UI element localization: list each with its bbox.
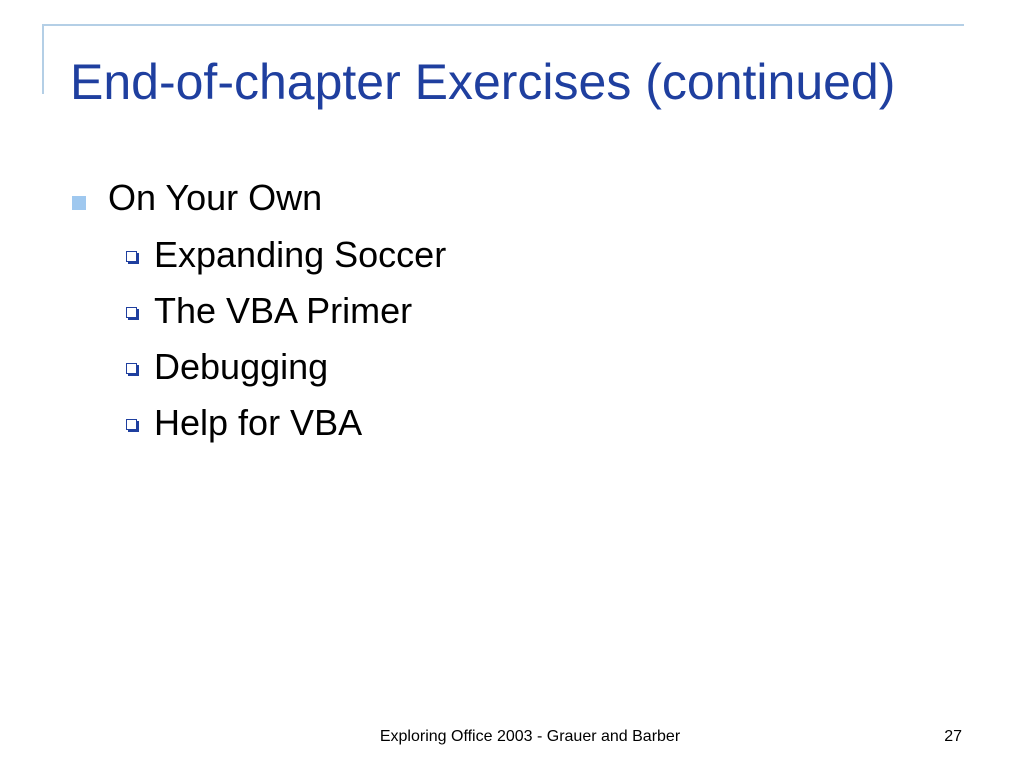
hollow-square-bullet-icon <box>126 363 137 374</box>
sub-item-text: Expanding Soccer <box>154 234 447 275</box>
sub-item-text: Debugging <box>154 346 329 387</box>
bullet-text-on-your-own: On Your Own <box>108 177 323 218</box>
hollow-square-bullet-icon <box>126 251 137 262</box>
sub-item-text: Help for VBA <box>154 402 363 443</box>
page-number: 27 <box>944 728 962 745</box>
sub-item-text: The VBA Primer <box>154 290 413 331</box>
hollow-square-bullet-icon <box>126 307 137 318</box>
filled-square-bullet-icon <box>72 196 86 210</box>
slide-title: End-of-chapter Exercises (continued) <box>70 54 896 110</box>
slide-footer: Exploring Office 2003 - Grauer and Barber <box>379 728 681 745</box>
hollow-square-bullet-icon <box>126 419 137 430</box>
